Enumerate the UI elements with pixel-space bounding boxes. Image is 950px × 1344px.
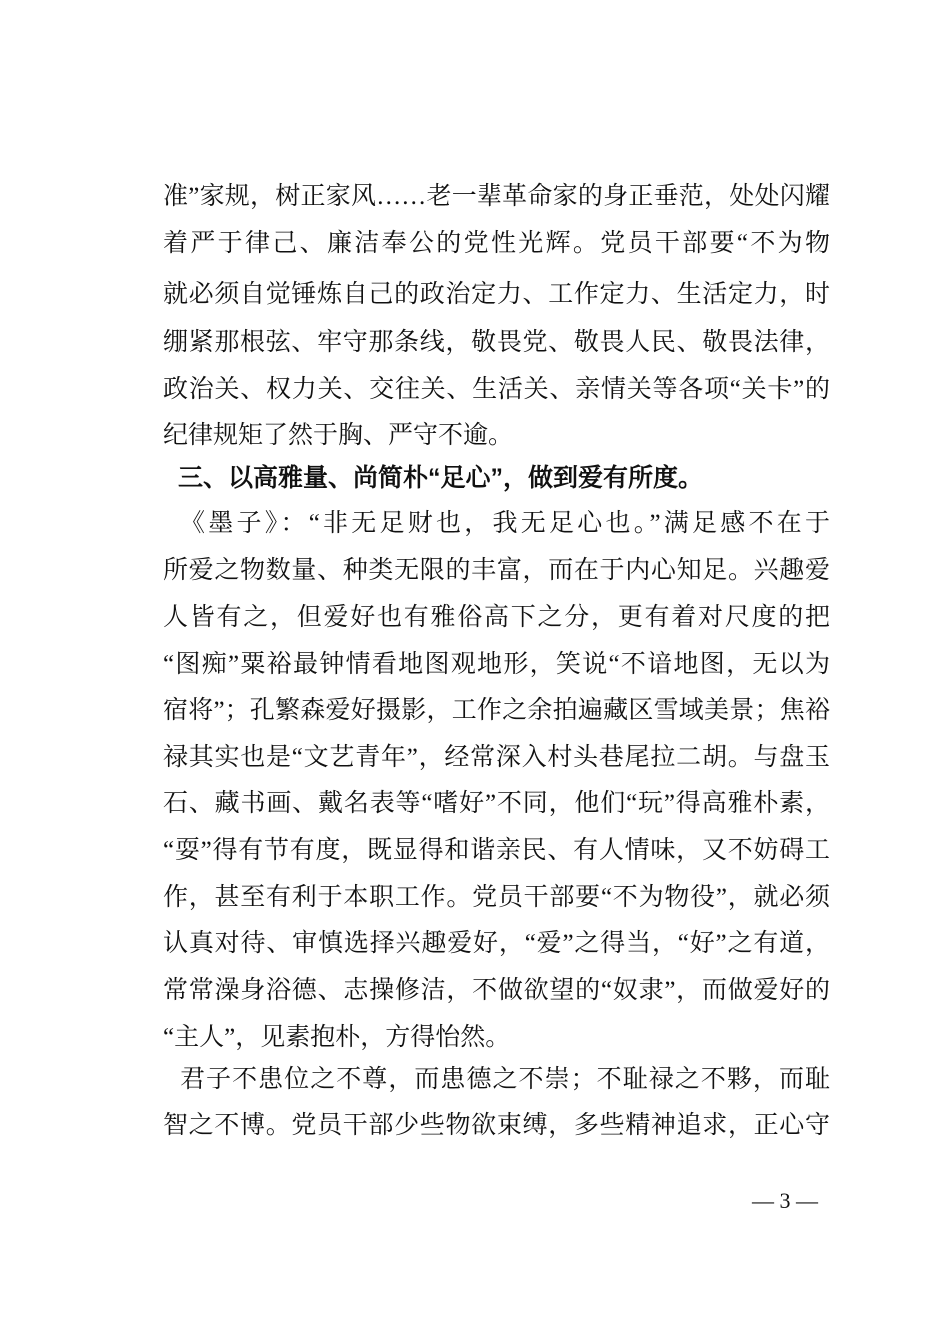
- body-line: 常常澡身浴德、志操修洁，不做欲望的“奴隶”，而做爱好的: [163, 977, 830, 1004]
- body-line: 认真对待、审慎选择兴趣爱好，“爱”之得当，“好”之有道，: [163, 930, 830, 957]
- body-line: 君子不患位之不尊，而患德之不崇；不耻禄之不夥，而耻: [180, 1066, 830, 1093]
- body-line: 禄其实也是“文艺青年”，经常深入村头巷尾拉二胡。与盘玉: [163, 744, 830, 771]
- section-heading: 三、以高雅量、尚简朴“足心”，做到爱有所度。: [178, 464, 704, 492]
- body-line: 纪律规矩了然于胸、严守不逾。: [163, 422, 514, 449]
- body-line: 就必须自觉锤炼自己的政治定力、工作定力、生活定力，时: [163, 281, 830, 308]
- body-line: 绷紧那根弦、牢守那条线，敬畏党、敬畏人民、敬畏法律，: [163, 329, 830, 356]
- body-line: 智之不博。党员干部少些物欲束缚，多些精神追求，正心守: [163, 1112, 830, 1139]
- body-line: 石、藏书画、戴名表等“嗜好”不同，他们“玩”得高雅朴素，: [163, 790, 830, 817]
- body-line: 所爱之物数量、种类无限的丰富，而在于内心知足。兴趣爱: [163, 557, 830, 584]
- body-line: 政治关、权力关、交往关、生活关、亲情关等各项“关卡”的: [163, 376, 830, 403]
- body-line: 准”家规，树正家风……老一辈革命家的身正垂范，处处闪耀: [163, 183, 830, 210]
- body-line: 人皆有之，但爱好也有雅俗高下之分，更有着对尺度的把: [163, 604, 830, 631]
- body-line: 宿将”；孔繁森爱好摄影，工作之余拍遍藏区雪域美景；焦裕: [163, 697, 830, 724]
- body-line: 作，甚至有利于本职工作。党员干部要“不为物役”，就必须: [163, 884, 830, 911]
- body-line: 《墨子》：“非无足财也，我无足心也。”满足感不在于: [180, 510, 830, 537]
- body-line: “耍”得有节有度，既显得和谐亲民、有人情味，又不妨碍工: [163, 837, 830, 864]
- page-number: — 3 —: [752, 1188, 818, 1213]
- body-line: “主人”，见素抱朴，方得怡然。: [163, 1024, 511, 1051]
- body-line: 着严于律己、廉洁奉公的党性光辉。党员干部要“不为物: [163, 230, 830, 257]
- body-line: “图痴”粟裕最钟情看地图观地形，笑说“不谙地图，无以为: [163, 651, 830, 678]
